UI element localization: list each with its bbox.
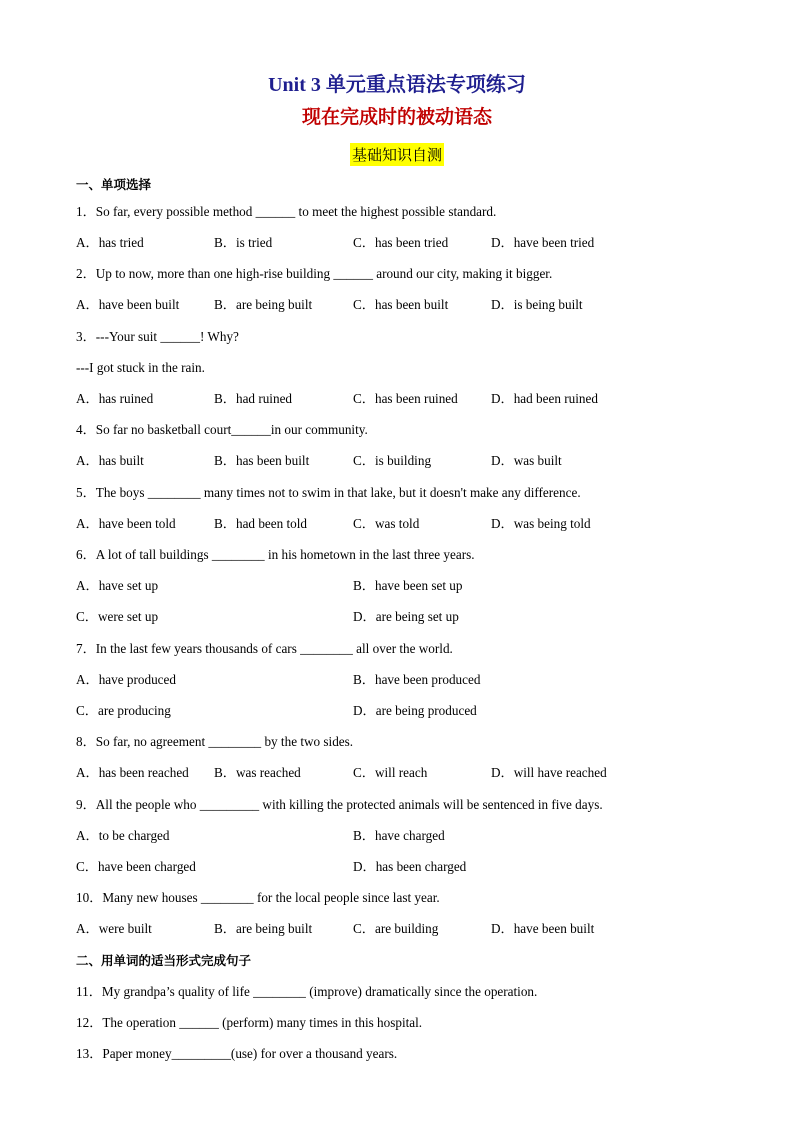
question-stem: 7．In the last few years thousands of cars ________ all over the world.	[76, 641, 453, 656]
question-stem: 2．Up to now, more than one high-rise building ______ around our city, making it bigger.	[76, 266, 553, 281]
question-stem: 10．Many new houses ________ for the local people since last year.	[76, 890, 440, 905]
option-b: B．was reached	[214, 765, 301, 780]
option-d: D．have been tried	[491, 235, 595, 250]
option-b: B．have been set up	[353, 578, 463, 593]
question-stem: 1．So far, every possible method ______ to meet the highest possible standard.	[76, 204, 497, 219]
option-c: C．has been built	[353, 297, 449, 312]
option-b: B．has been built	[214, 453, 310, 468]
badge-row	[0, 143, 794, 166]
fill-in-item: 11．My grandpa’s quality of life ________ (improve) dramatically since the operation.	[76, 984, 538, 999]
option-a: A．has tried	[76, 235, 144, 250]
option-c: C．will reach	[353, 765, 428, 780]
option-d: D．will have reached	[491, 765, 607, 780]
option-a: A．has ruined	[76, 391, 154, 406]
question-stem: 9．All the people who _________ with killing the protected animals will be sentenced in five days.	[76, 797, 603, 812]
question-stem: 3．---Your suit ______! Why?	[76, 329, 239, 344]
option-a: A．have set up	[76, 578, 159, 593]
option-d: D．have been built	[491, 921, 595, 936]
section-heading-fill-in: 二、用单词的适当形式完成句子	[76, 953, 252, 968]
option-c: C．have been charged	[76, 859, 196, 874]
option-c: C．was told	[353, 516, 420, 531]
question-stem: 5．The boys ________ many times not to swim in that lake, but it doesn't make any difference.	[76, 485, 581, 500]
question-stem: 4．So far no basketball court______in our community.	[76, 422, 368, 437]
option-c: C．has been tried	[353, 235, 449, 250]
section-heading-multiple-choice: 一、单项选择	[76, 177, 152, 192]
question-stem: 8．So far, no agreement ________ by the two sides.	[76, 734, 354, 749]
option-b: B．had been told	[214, 516, 308, 531]
option-b: B．are being built	[214, 921, 313, 936]
option-b: B．have charged	[353, 828, 445, 843]
option-d: D．was being told	[491, 516, 591, 531]
option-c: C．are producing	[76, 703, 171, 718]
subtitle: 现在完成时的被动语态	[301, 107, 492, 128]
option-a: A．have been told	[76, 516, 176, 531]
question-dialogue-reply: ---I got stuck in the rain.	[76, 360, 205, 375]
option-b: B．are being built	[214, 297, 313, 312]
option-d: D．are being produced	[353, 703, 477, 718]
option-c: C．are building	[353, 921, 439, 936]
fill-in-item: 13．Paper money_________(use) for over a thousand years.	[76, 1046, 398, 1061]
option-d: D．is being built	[491, 297, 583, 312]
option-c: C．has been ruined	[353, 391, 458, 406]
option-a: A．have been built	[76, 297, 180, 312]
option-a: A．have produced	[76, 672, 176, 687]
option-a: A．has built	[76, 453, 144, 468]
question-stem: 6．A lot of tall buildings ________ in his hometown in the last three years.	[76, 547, 475, 562]
option-b: B．is tried	[214, 235, 273, 250]
option-a: A．were built	[76, 921, 152, 936]
option-c: C．is building	[353, 453, 432, 468]
option-c: C．were set up	[76, 609, 159, 624]
option-d: D．was built	[491, 453, 562, 468]
option-d: D．had been ruined	[491, 391, 598, 406]
option-b: B．have been produced	[353, 672, 481, 687]
option-d: D．are being set up	[353, 609, 459, 624]
option-b: B．had ruined	[214, 391, 293, 406]
option-d: D．has been charged	[353, 859, 467, 874]
unit-title: Unit 3 单元重点语法专项练习	[268, 74, 526, 96]
option-a: A．has been reached	[76, 765, 189, 780]
self-test-badge: 基础知识自测	[350, 143, 444, 166]
option-a: A．to be charged	[76, 828, 170, 843]
fill-in-item: 12．The operation ______ (perform) many times in this hospital.	[76, 1015, 423, 1030]
